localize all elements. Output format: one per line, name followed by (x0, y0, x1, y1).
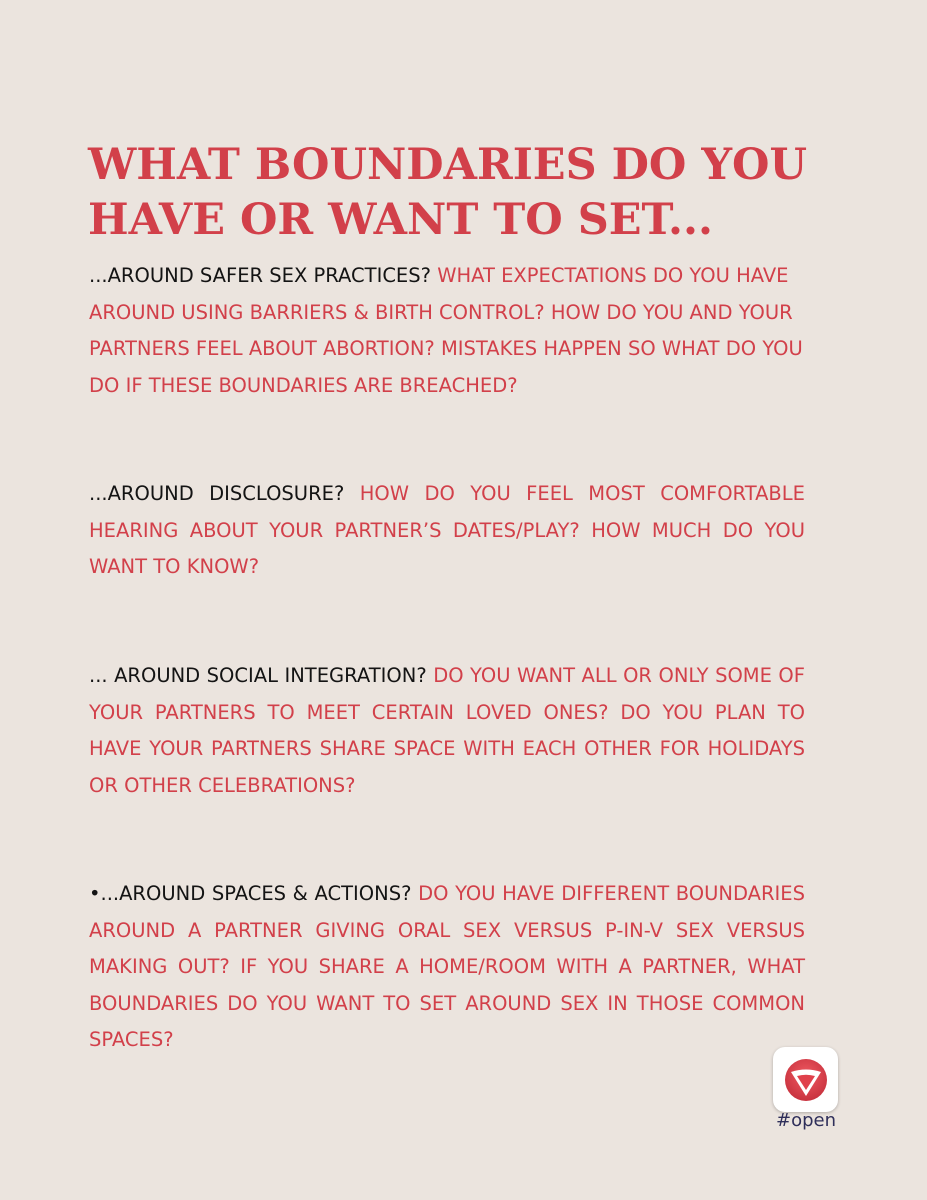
section-safer-sex (89, 258, 805, 404)
section-lead: •...AROUND SPACES & ACTIONS? (89, 882, 412, 905)
section-body: WHAT EXPECTATIONS DO YOU HAVE AROUND USING BARRIERS & BIRTH CONTROL? HOW DO YOU AND YOUR PARTNERS FEEL ABOUT ABORTION? MISTAKES HAPPEN SO WHAT DO YOU DO IF THESE BOUNDARIES ARE BREACHED? (89, 264, 803, 397)
title-line-1: WHAT BOUNDARIES DO YOU (88, 140, 807, 190)
section-lead: ... AROUND SOCIAL INTEGRATION? (89, 664, 427, 687)
section-social-integration (89, 658, 805, 804)
section-body: DO YOU HAVE DIFFERENT BOUNDARIES AROUND A PARTNER GIVING ORAL SEX VERSUS P-IN-V SEX VERSUS MAKING OUT? IF YOU SHARE A HOME/ROOM WITH A PARTNER, WHAT BOUNDARIES DO YOU WANT TO SET AROUND SEX IN THOSE COMMON SPACES? (89, 882, 806, 1052)
section-spaces-actions (89, 876, 805, 1059)
open-hashtag: #open (775, 1110, 836, 1131)
page-title (88, 138, 868, 248)
open-app-badge (773, 1047, 838, 1112)
title-line-2: HAVE OR WANT TO SET... (88, 195, 713, 245)
section-body: HOW DO YOU FEEL MOST COMFORTABLE HEARING ABOUT YOUR PARTNER’S DATES/PLAY? HOW MUCH DO YOU WANT TO KNOW? (89, 482, 805, 579)
open-app-logo-icon (782, 1056, 830, 1104)
section-disclosure (89, 476, 805, 586)
section-lead: ...AROUND SAFER SEX PRACTICES? (89, 264, 431, 287)
section-lead: ...AROUND DISCLOSURE? (89, 482, 345, 505)
section-body: DO YOU WANT ALL OR ONLY SOME OF YOUR PARTNERS TO MEET CERTAIN LOVED ONES? DO YOU PLAN TO HAVE YOUR PARTNERS SHARE SPACE WITH EACH OTHER FOR HOLIDAYS OR OTHER CELEBRATIONS? (89, 664, 806, 797)
